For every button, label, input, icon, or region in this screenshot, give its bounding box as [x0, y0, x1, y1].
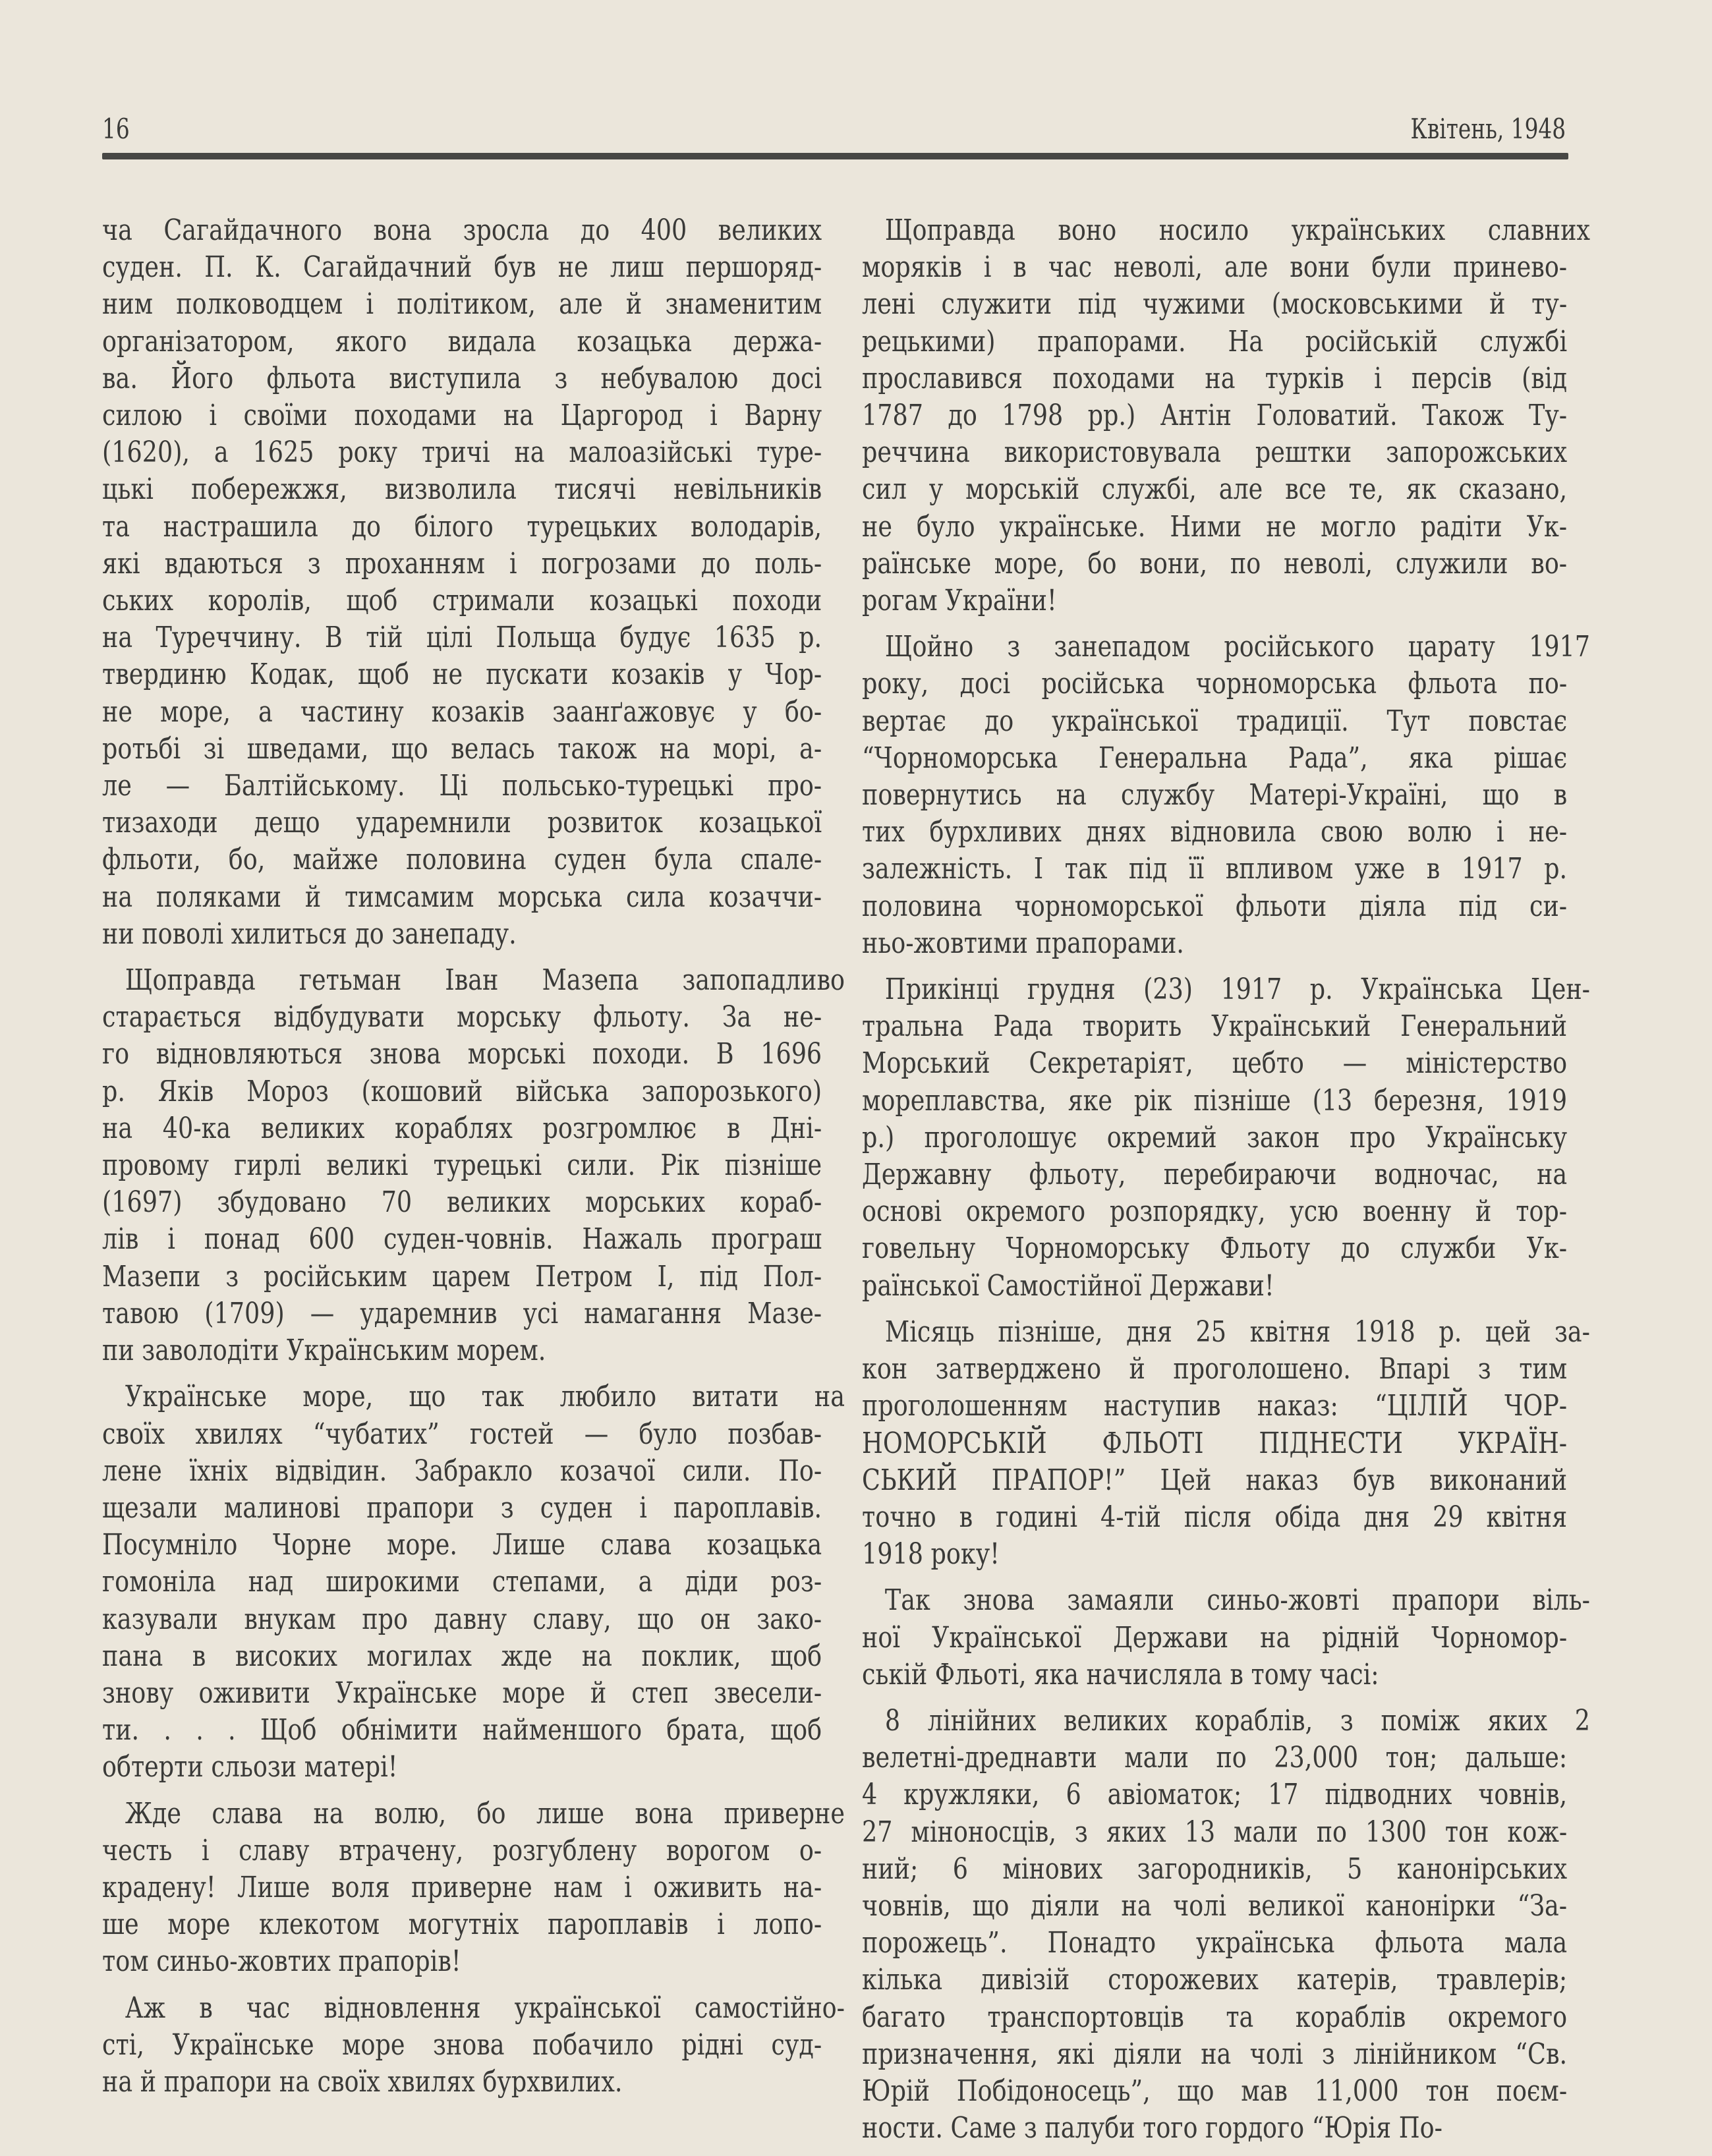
text-line: рецькими) прапорами. На російській службі: [862, 324, 1568, 358]
text-line: Місяць пізніше, дня 25 квітня 1918 р. цей за-: [884, 1315, 1591, 1349]
paragraph: [102, 1796, 845, 1981]
text-line: “Чорноморська Генеральна Рада”, яка рішає: [862, 741, 1568, 775]
text-line: велетні-дреднавти мали по 23,000 тон; дальше:: [862, 1741, 1568, 1775]
text-line: кон затверджено й проголошено. Впарі з тим: [862, 1352, 1568, 1386]
text-line: року, досі російська чорноморська фльота по-: [862, 667, 1568, 701]
text-line: ча Сагайдачного вона зросла до 400 великих: [102, 213, 822, 247]
text-line: силою і своїми походами на Царгород і Варну: [102, 399, 822, 433]
issue-date: Квітень, 1948: [1410, 113, 1566, 145]
text-line: які вдаються з проханням і погрозами до поль-: [102, 546, 822, 581]
paragraph: [862, 1314, 1591, 1573]
text-line: ним полководцем і політиком, але й знаменитим: [102, 287, 822, 322]
paragraph: [102, 212, 822, 953]
text-line: кілька дивізій сторожевих катерів, травлерів;: [862, 1963, 1568, 1997]
text-line: Щоправда воно носило українських славних: [884, 213, 1591, 247]
text-line: не було українське. Ними не могло радіти Ук-: [862, 509, 1568, 544]
text-line: Прикінці грудня (23) 1917 р. Українська Цен-: [884, 973, 1591, 1007]
paragraph: [862, 212, 1591, 619]
text-line: цькі побережжя, визволила тисячі невільників: [102, 472, 822, 507]
text-line: суден. П. К. Сагайдачний був не лиш першоряд-: [102, 250, 822, 285]
text-line: 27 міноносців, з яких 13 мали по 1300 тон кож-: [862, 1815, 1568, 1849]
text-line: тих бурхливих днях відновила свою волю і не-: [862, 815, 1568, 849]
text-line: обтерти сльози матері!: [102, 1750, 398, 1784]
paragraph: [862, 1582, 1591, 1693]
text-line: своїх хвилях “чубатих” гостей — було позбав-: [102, 1417, 822, 1451]
text-line: вертає до української традиції. Тут повстає: [862, 704, 1568, 738]
text-line: Українське море, що так любило витати на: [125, 1380, 845, 1414]
text-line: (1620), а 1625 року тричі на малоазійські туре-: [102, 436, 822, 470]
text-line: го відновляються знова морські походи. В 1696: [102, 1037, 822, 1071]
text-line: старається відбудувати морську фльоту. За не-: [102, 1000, 822, 1035]
text-line: на й прапори на своїх хвилях бурхвилих.: [102, 2064, 623, 2099]
text-line: лені служити під чужими (московськими й ту-: [862, 287, 1568, 322]
text-line: рогам України!: [862, 584, 1057, 618]
text-line: (1697) збудовано 70 великих морських кораб-: [102, 1185, 822, 1220]
text-line: мореплавства, яке рік пізніше (13 березня, 1919: [862, 1083, 1568, 1118]
text-line: честь і славу втрачену, розгублену ворогом о-: [102, 1833, 822, 1867]
text-line: ньо-жовтими прапорами.: [862, 926, 1184, 960]
text-line: човнів, що діяли на чолі великої канонірки “За-: [862, 1888, 1568, 1923]
text-line: раїнське море, бо вони, по неволі, служили во-: [862, 546, 1568, 581]
text-line: знову оживити Українське море й степ звесели-: [102, 1676, 822, 1710]
right-column: [862, 212, 1591, 2156]
text-line: тральна Рада творить Український Генеральний: [862, 1009, 1568, 1044]
text-line: ности. Саме з палуби того гордого “Юрія По-: [862, 2111, 1442, 2145]
text-line: ській Фльоті, яка начисляла в тому часі:: [862, 1657, 1379, 1691]
text-line: СЬКИЙ ПРАПОР!” Цей наказ був виконаний: [862, 1463, 1568, 1497]
text-line: на 40-ка великих кораблях розгромлює в Дні-: [102, 1111, 822, 1145]
text-line: 1918 року!: [862, 1537, 1000, 1572]
text-line: ва. Його фльота виступила з небувалою досі: [102, 361, 822, 395]
left-column: [102, 212, 845, 2110]
text-line: Юрій Побідоносець”, що мав 11,000 тон поєм-: [862, 2074, 1568, 2108]
text-line: гомоніла над широкими степами, а діди роз-: [102, 1565, 822, 1599]
text-line: крадену! Лише воля приверне нам і оживить на-: [102, 1870, 822, 1904]
text-line: НОМОРСЬКІЙ ФЛЬОТІ ПІДНЕСТИ УКРАЇН-: [862, 1426, 1568, 1460]
text-line: Морський Секретаріят, цебто — міністерство: [862, 1046, 1568, 1081]
text-line: щезали малинові прапори з суден і пароплавів.: [102, 1490, 822, 1525]
paragraph: [102, 1378, 845, 1786]
text-line: 8 лінійних великих кораблів, з поміж яких 2: [884, 1703, 1591, 1738]
header-rule: [102, 153, 1568, 159]
text-line: ни поволі хилиться до занепаду.: [102, 917, 517, 951]
text-line: твердиню Кодак, щоб не пускати козаків у Чор-: [102, 658, 822, 692]
text-line: не море, а частину козаків заанґажовує у бо-: [102, 695, 822, 729]
text-line: ти. . . . Щоб обнімити найменшого брата, щоб: [102, 1713, 822, 1747]
text-line: Так знова замаяли синьо-жовті прапори віль-: [884, 1583, 1591, 1618]
text-line: залежність. І так під її впливом уже в 1917 р.: [862, 852, 1568, 886]
text-line: фльоти, бо, майже половина суден була спале-: [102, 843, 822, 877]
paragraph: [102, 1990, 845, 2101]
text-line: основі окремого розпорядку, усю военну й тор-: [862, 1195, 1568, 1229]
text-line: організатором, якого видала козацька держа-: [102, 324, 822, 358]
text-line: Мазепи з російським царем Петром І, під Пол-: [102, 1259, 822, 1293]
text-line: порожець”. Понадто українська фльота мала: [862, 1926, 1568, 1960]
text-line: тизаходи дещо ударемнили розвиток козацької: [102, 806, 822, 840]
text-line: на поляками й тимсамим морська сила козаччи-: [102, 880, 822, 914]
text-line: половина чорноморської фльоти діяла під си-: [862, 889, 1568, 923]
paragraph: [102, 962, 845, 1369]
text-line: прославився походами на турків і персів (від: [862, 361, 1568, 395]
text-line: ної Української Держави на рідній Чорномор-: [862, 1620, 1568, 1655]
text-line: том синьо-жовтих прапорів!: [102, 1944, 461, 1979]
text-line: провому гирлі великі турецькі сили. Рік пізніше: [102, 1149, 822, 1183]
text-line: ротьбі зі шведами, що велась також на морі, а-: [102, 731, 822, 766]
text-line: ле — Балтійському. Ці польсько-турецькі про-: [102, 769, 822, 803]
text-line: ських королів, щоб стримали козацькі походи: [102, 584, 822, 618]
text-line: сті, Українське море знова побачило рідні суд-: [102, 2028, 822, 2062]
text-line: сил у морській службі, але все те, як сказано,: [862, 472, 1568, 507]
text-line: пи заволодіти Українським морем.: [102, 1334, 546, 1368]
text-line: реччина використовувала рештки запорожських: [862, 436, 1568, 470]
text-line: лів і понад 600 суден-човнів. Нажаль програш: [102, 1222, 822, 1257]
text-line: моряків і в час неволі, але вони були принево-: [862, 250, 1568, 285]
text-line: говельну Чорноморську Фльоту до служби Ук-: [862, 1232, 1568, 1266]
text-line: 1787 до 1798 рр.) Антін Головатий. Також Ту-: [862, 399, 1568, 433]
paragraph: [862, 971, 1591, 1305]
text-line: ше море клекотом могутніх пароплавів і лопо-: [102, 1908, 822, 1942]
text-line: Аж в час відновлення української самостійно-: [125, 1991, 845, 2025]
text-line: пана в високих могилах жде на поклик, щоб: [102, 1639, 822, 1673]
text-line: Щоправда гетьман Іван Мазепа запопадливо: [125, 963, 845, 998]
text-line: 4 кружляки, 6 авіоматок; 17 підводних човнів,: [862, 1778, 1568, 1812]
text-line: Жде слава на волю, бо лише вона приверне: [125, 1796, 845, 1830]
text-line: тавою (1709) — ударемнив усі намагання Мазе-: [102, 1296, 822, 1330]
text-line: Державну фльоту, перебираючи водночас, на: [862, 1158, 1568, 1192]
paragraph: [862, 1703, 1591, 2147]
text-line: точно в годині 4-тій після обіда дня 29 квітня: [862, 1500, 1568, 1534]
text-line: повернутись на службу Матері-Україні, що в: [862, 778, 1568, 812]
text-line: казували внукам про давну славу, що он зако-: [102, 1602, 822, 1636]
text-line: Щойно з занепадом російського царату 1917: [884, 630, 1591, 664]
text-line: лене їхніх відвідин. Забракло козачої сили. По-: [102, 1454, 822, 1488]
text-line: призначення, які діяли на чолі з лінійником “Св.: [862, 2037, 1568, 2071]
text-line: ний; 6 мінових загородників, 5 канонірських: [862, 1852, 1568, 1886]
text-line: Посумніло Чорне море. Лише слава козацька: [102, 1528, 822, 1562]
text-line: на Туреччину. В тій цілі Польща будує 1635 р.: [102, 621, 822, 655]
text-line: багато транспортовців та кораблів окремого: [862, 2000, 1568, 2034]
text-line: р. Яків Мороз (кошовий війська запорозького): [102, 1074, 822, 1108]
text-line: р.) проголошує окремий закон про Українську: [862, 1120, 1568, 1154]
text-line: раїнської Самостійної Держави!: [862, 1268, 1274, 1303]
text-line: проголошенням наступив наказ: “ЦІЛІЙ ЧОР-: [862, 1389, 1568, 1423]
text-line: та настрашила до білого турецьких володарів,: [102, 509, 822, 544]
paragraph: [862, 629, 1591, 962]
page-number: 16: [102, 113, 130, 145]
